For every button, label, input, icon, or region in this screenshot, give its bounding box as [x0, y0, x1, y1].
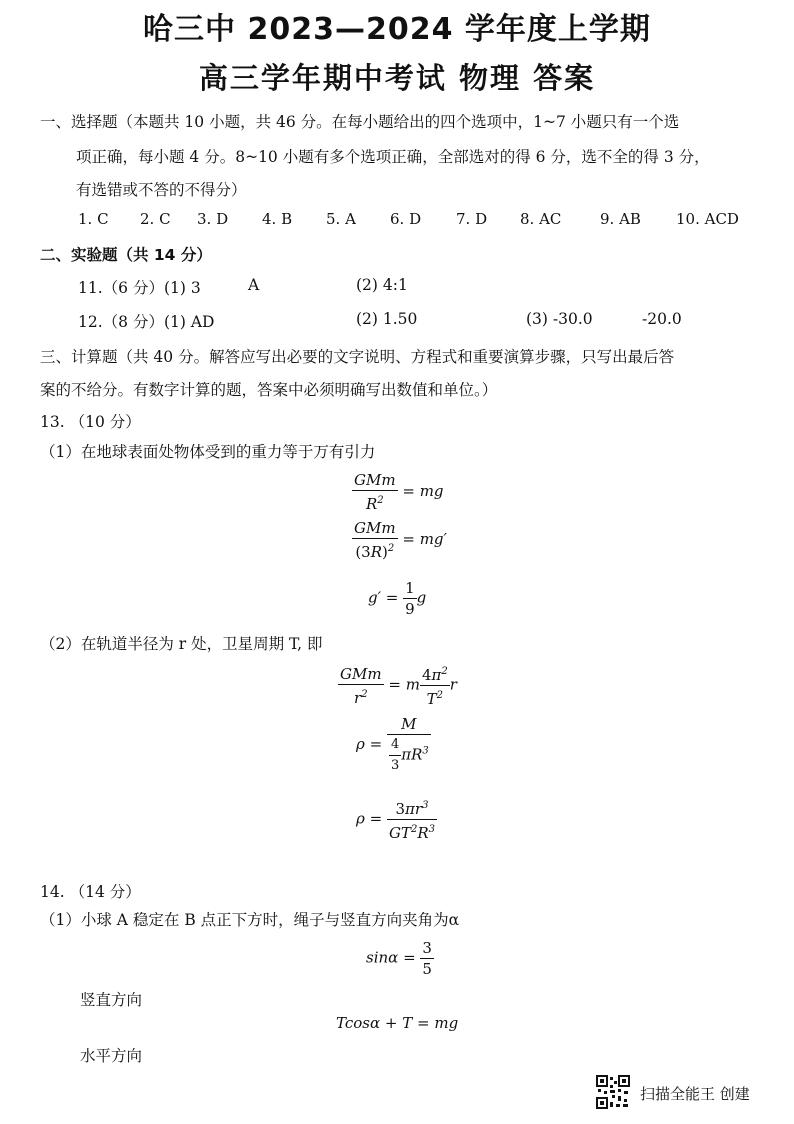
q11-answer-1b: A — [248, 276, 260, 294]
page-subtitle: 高三学年期中考试 物理 答案 — [198, 61, 596, 95]
formula-density-def: ρ = M $\frac{4}{3}$ $\pi R^3$ — [356, 715, 429, 773]
q14-part1: （1）小球 A 稳定在 B 点正下方时，绳子与竖直方向夹角为α — [40, 911, 460, 929]
q12-answer-3: (3) -30.0 — [526, 310, 593, 328]
answer-6: 6. D — [390, 210, 422, 228]
q13-label: 13. （10 分） — [40, 413, 141, 431]
answer-9: 9. AB — [600, 210, 641, 228]
formula-density-result: ρ = $\frac{3\pi r^3}{GT^2R^3}$ — [356, 796, 437, 843]
section1-heading-line2: 项正确，每小题 4 分。8~10 小题有多个选项正确，全部选对的得 6 分，选不全的得 3 分， — [76, 148, 710, 166]
answer-4: 4. B — [262, 210, 293, 228]
q12-answer-3b: -20.0 — [642, 310, 682, 328]
formula-sin-alpha: sinα = $\frac{3}{5}$ — [366, 939, 432, 978]
q14-label: 14. （14 分） — [40, 883, 141, 901]
formula-g-prime: g′ = $\frac{1}{9}$ g — [368, 579, 427, 618]
q13-part2: （2）在轨道半径为 r 处，卫星周期 T, 即 — [40, 635, 323, 653]
scanner-watermark — [596, 1075, 786, 1113]
formula-orbit-period: $\frac{\text{GMm}}{r^2}$ = m $\frac{4\pi^2}{T^2}$ r — [338, 662, 457, 709]
section2-heading: 二、实验题（共 14 分） — [40, 246, 212, 264]
formula-gravity-3r: $\frac{\text{GMm}}{(3R)^2}$ = mg′ — [354, 519, 447, 561]
section3-heading-line1: 三、计算题（共 40 分。解答应写出必要的文字说明、方程式和重要演算步骤，只写出最后答 — [40, 348, 675, 366]
answer-8: 8. AC — [520, 210, 562, 228]
answer-10: 10. ACD — [676, 210, 739, 228]
q12-answer-1: 12.（8 分）(1) AD — [78, 313, 215, 331]
answer-1: 1. C — [78, 210, 109, 228]
qr-code-icon — [596, 1075, 630, 1109]
answer-7: 7. D — [456, 210, 488, 228]
q14-vertical-label: 竖直方向 — [80, 991, 143, 1009]
formula-vertical-balance: Tcosα + T = mg — [336, 1014, 459, 1032]
q12-answer-2: (2) 1.50 — [356, 310, 418, 328]
page-title: 哈三中 2023—2024 学年度上学期 — [143, 12, 651, 47]
formula-gravity-surface: $\frac{\text{GMm}}{R^2}$ = mg — [354, 471, 444, 513]
watermark-text: 扫描全能王 创建 — [640, 1085, 750, 1103]
answer-3: 3. D — [197, 210, 229, 228]
answer-2: 2. C — [140, 210, 171, 228]
q13-part1: （1）在地球表面处物体受到的重力等于万有引力 — [40, 443, 376, 461]
q14-horizontal-label: 水平方向 — [80, 1047, 143, 1065]
q11-answer-2: (2) 4:1 — [356, 276, 408, 294]
section3-heading-line2: 案的不给分。有数字计算的题，答案中必须明确写出数值和单位。） — [40, 381, 498, 399]
section1-heading-line1: 一、选择题（本题共 10 小题，共 46 分。在每小题给出的四个选项中，1~7 小题只有一个选 — [40, 113, 680, 131]
section1-heading-line3: 有选错或不答的不得分） — [76, 181, 247, 199]
q11-answer-1: 11.（6 分）(1) 3 — [78, 279, 201, 297]
answer-5: 5. A — [326, 210, 356, 228]
